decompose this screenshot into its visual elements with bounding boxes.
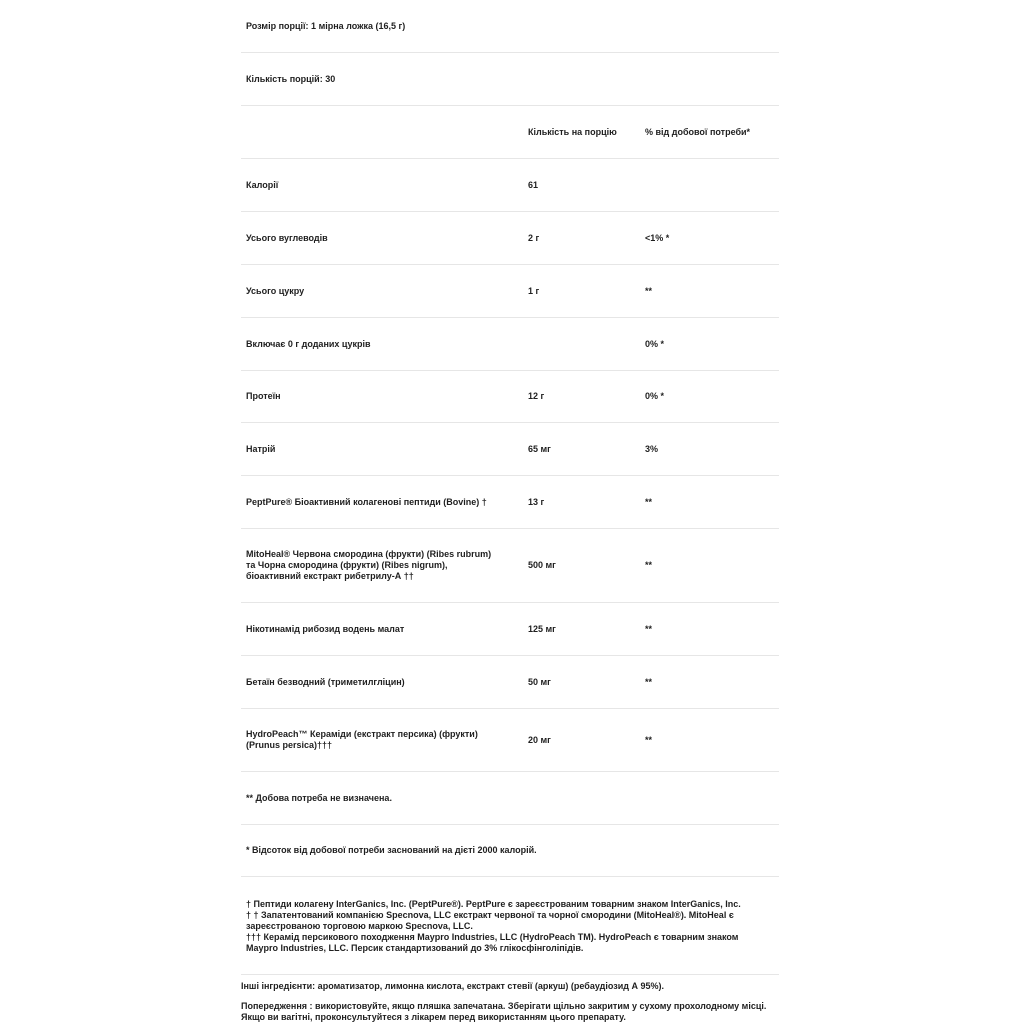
nutrient-name: Натрій xyxy=(246,443,276,454)
nutrient-amount: 20 мг xyxy=(528,734,551,745)
nutrient-daily-value: <1% * xyxy=(645,232,670,243)
nutrient-name: HydroPeach™ Кераміди (екстракт персика) (фрукти) (Prunus persica)††† xyxy=(246,729,478,750)
no-daily-value-note: ** Добова потреба не визначена. xyxy=(246,792,392,803)
nutrient-daily-value: 0% * xyxy=(645,338,665,349)
header-amount: Кількість на порцію xyxy=(528,126,617,137)
nutrient-name: Протеїн xyxy=(246,391,281,401)
nutrient-amount: 61 xyxy=(528,179,539,190)
note-row xyxy=(241,772,779,825)
serving-size-row xyxy=(241,0,779,53)
table-row xyxy=(241,318,779,371)
nutrient-daily-value: ** xyxy=(645,623,653,634)
nutrient-amount: 65 мг xyxy=(528,443,551,454)
table-row xyxy=(241,423,779,476)
nutrient-amount: 13 г xyxy=(528,496,545,507)
warning-text: Попередження : використовуйте, якщо пляшка запечатана. Зберігати щільно закритим у сухому прохолодному місці. Якщо ви вагітні, проконсультуйтеся з лікарем перед використанням цього препарату. xyxy=(241,1001,767,1022)
table-row xyxy=(241,159,779,212)
nutrient-daily-value: ** xyxy=(645,676,653,687)
nutrient-daily-value: ** xyxy=(645,285,653,296)
nutrient-amount: 12 г xyxy=(528,391,545,401)
daily-value-basis-note: * Відсоток від добової потреби заснований на дієті 2000 калорій. xyxy=(246,845,537,855)
nutrient-name: MitoHeal® Червона смородина (фрукти) (Ribes rubrum) та Чорна смородина (фрукти) (Ribes nigrum), біоактивний екстракт рибетрилу-А †† xyxy=(246,549,492,581)
other-ingredients: Інші інгредієнти: ароматизатор, лимонна кислота, екстракт стевії (аркуш) (ребаудіозид А 95%). xyxy=(241,981,664,991)
nutrient-amount: 125 мг xyxy=(528,623,556,634)
serving-count-row xyxy=(241,53,779,106)
table-row xyxy=(241,709,779,772)
nutrient-name: Усього вуглеводів xyxy=(246,232,328,243)
table-row xyxy=(241,656,779,709)
table-row xyxy=(241,603,779,656)
footnotes xyxy=(246,899,766,954)
footnote-peptpure: † Пептиди колагену InterGanics, Inc. (PeptPure®). PeptPure є зареєстрованим товарним знаком InterGanics, Inc. xyxy=(246,899,741,909)
nutrient-name: Усього цукру xyxy=(246,285,305,296)
nutrient-name: Бетаїн безводний (триметилгліцин) xyxy=(246,676,405,687)
nutrient-amount: 500 мг xyxy=(528,560,556,570)
table-row xyxy=(241,476,779,529)
footnote-hydropeach: ††† Керамід персикового походження Maypro Industries, LLC (HydroPeach TM). HydroPeach є товарним знаком Maypro Industries, LLC. Персик стандартизований до 3% глікосфінголіпідів. xyxy=(246,932,739,953)
nutrient-name: Нікотинамід рибозид водень малат xyxy=(246,623,405,634)
nutrient-amount: 50 мг xyxy=(528,676,551,687)
serving-count-text: Кількість порцій: 30 xyxy=(246,73,336,84)
nutrient-name: Калорії xyxy=(246,179,279,190)
table-header-row xyxy=(241,106,779,159)
footnote-mitoheal: † † Запатентований компанією Specnova, LLC екстракт червоної та чорної смородини (MitoHeal®). MitoHeal є зареєстрованою торговою маркою Specnova, LLC. xyxy=(246,910,734,931)
nutrient-daily-value: ** xyxy=(645,496,653,507)
header-daily-value: % від добової потреби* xyxy=(645,126,751,137)
nutrient-amount: 2 г xyxy=(528,232,540,243)
nutrient-name: PeptPure® Біоактивний колагенові пептиди (Bovine) † xyxy=(246,496,487,507)
table-row xyxy=(241,265,779,318)
nutrient-daily-value: ** xyxy=(645,560,653,570)
note-row xyxy=(241,825,779,877)
nutrient-daily-value: 0% * xyxy=(645,391,665,401)
nutrient-name: Включає 0 г доданих цукрів xyxy=(246,338,371,349)
table-row xyxy=(241,371,779,423)
serving-size-text: Розмір порції: 1 мірна ложка (16,5 г) xyxy=(246,20,406,31)
nutrient-daily-value: ** xyxy=(645,734,653,745)
nutrient-daily-value: 3% xyxy=(645,443,659,454)
table-row xyxy=(241,212,779,265)
table-row xyxy=(241,529,779,603)
footnotes-row xyxy=(241,877,779,975)
supplement-facts-table xyxy=(241,0,779,975)
nutrient-amount: 1 г xyxy=(528,285,540,296)
